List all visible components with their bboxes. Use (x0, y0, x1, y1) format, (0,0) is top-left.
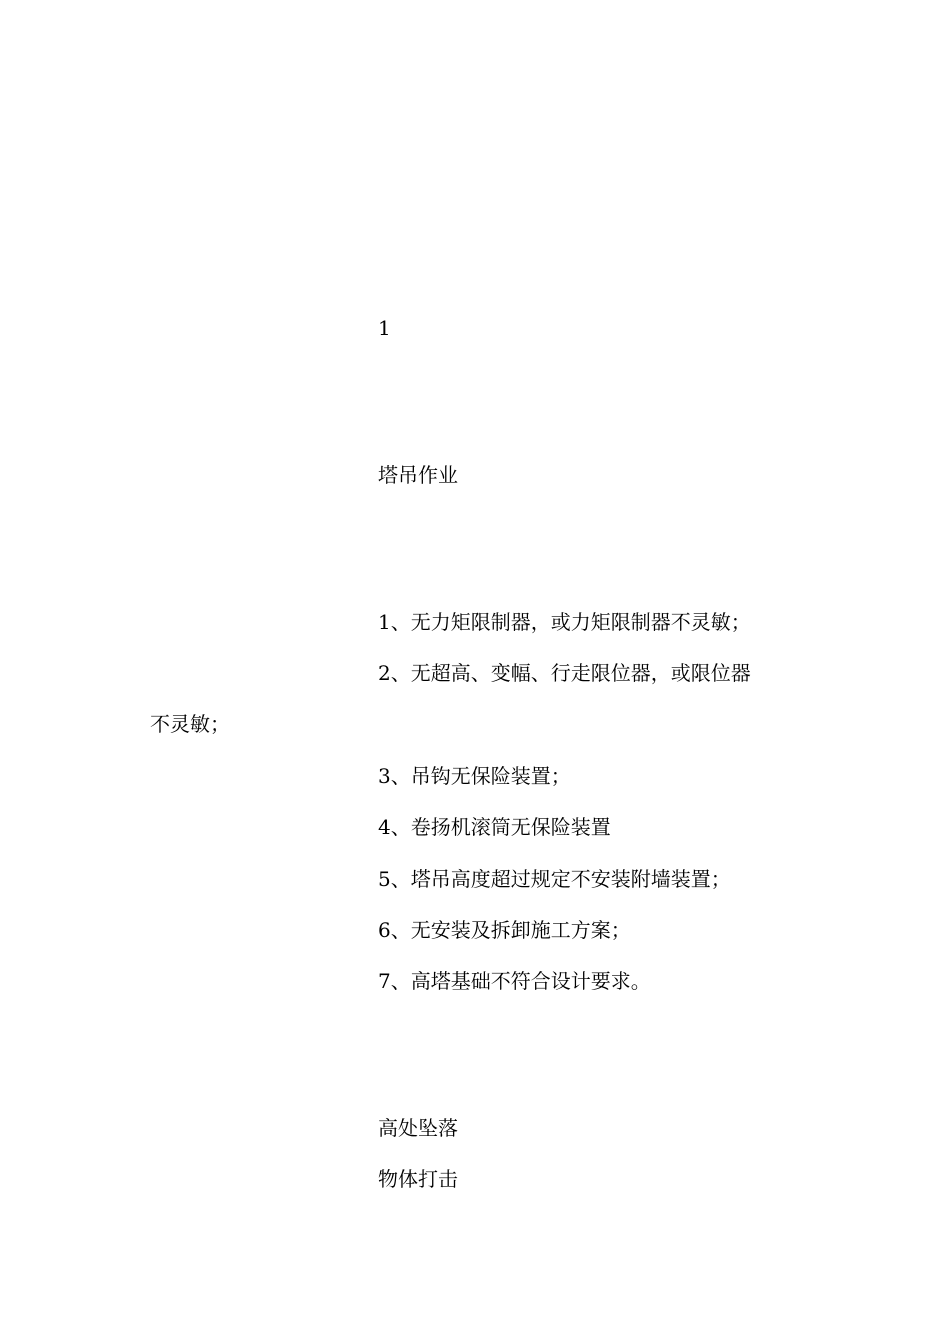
accident-type-2: 物体打击 (378, 1167, 458, 1191)
accident-type-1: 高处坠落 (378, 1116, 458, 1140)
item-number: 1 (378, 316, 391, 340)
hazard-item-2: 2、无超高、变幅、行走限位器，或限位器 (378, 661, 751, 685)
section-heading: 塔吊作业 (378, 463, 458, 487)
hazard-item-3: 3、吊钩无保险装置； (378, 764, 571, 788)
hazard-item-6: 6、无安装及拆卸施工方案； (378, 918, 631, 942)
hazard-item-5: 5、塔吊高度超过规定不安装附墙装置； (378, 867, 731, 891)
hazard-item-1: 1、无力矩限制器，或力矩限制器不灵敏； (378, 610, 751, 634)
hazard-item-4: 4、卷扬机滚筒无保险装置 (378, 815, 611, 839)
hazard-item-2-continuation: 不灵敏； (150, 712, 230, 736)
hazard-item-7: 7、高塔基础不符合设计要求。 (378, 969, 651, 993)
